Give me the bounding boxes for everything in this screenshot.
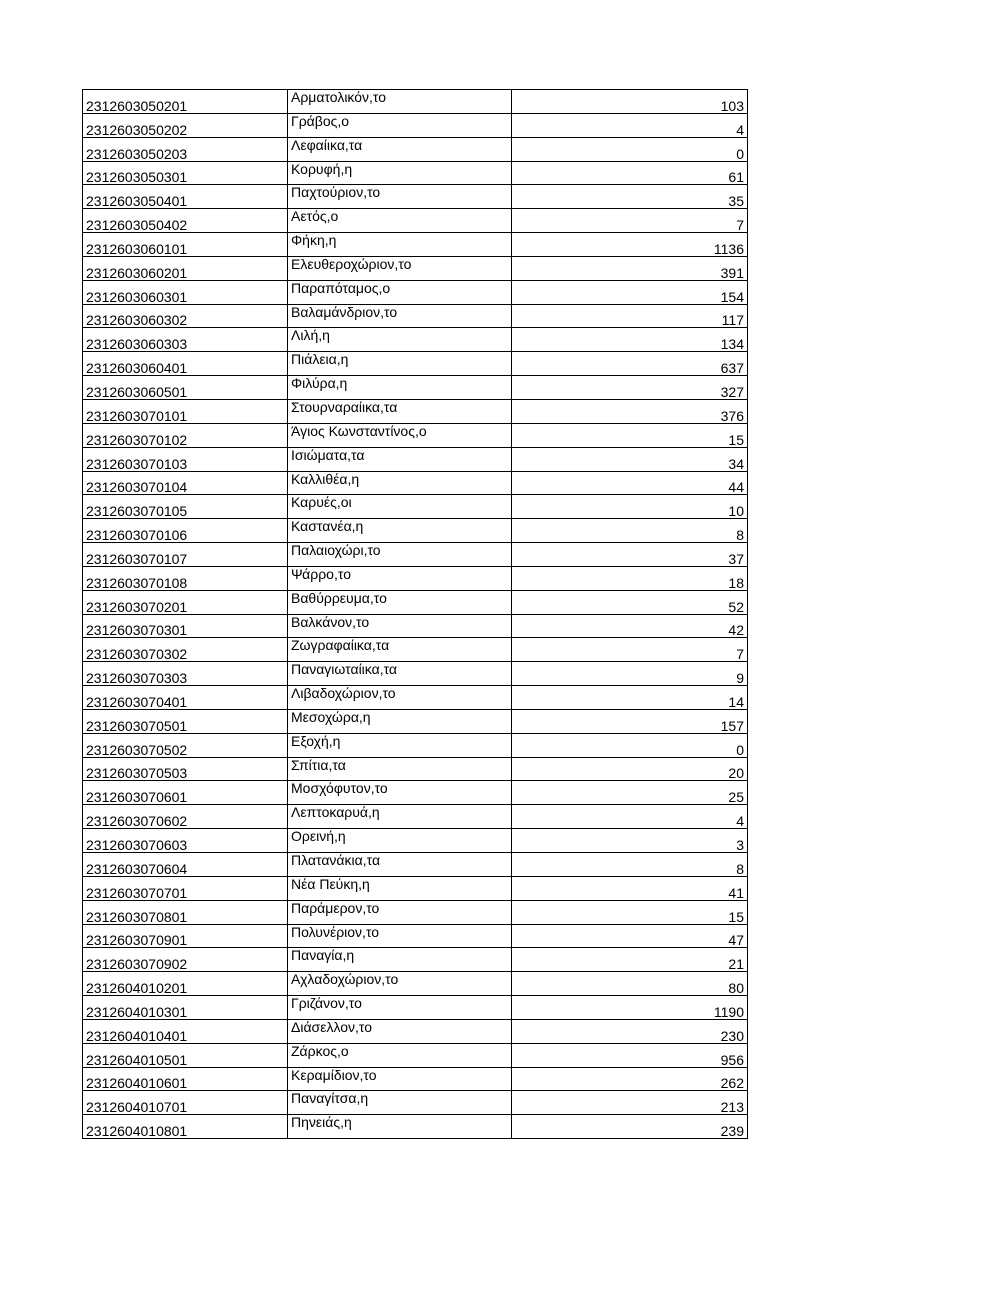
name-cell: Κορυφή,η: [288, 161, 512, 185]
table-row: [83, 1091, 748, 1115]
name-cell: Πολυνέριον,το: [288, 924, 512, 948]
name-cell: Ισιώματα,τα: [288, 447, 512, 471]
code-cell: 2312603070604: [83, 853, 288, 877]
name-cell: Ψάρρο,το: [288, 566, 512, 590]
code-cell: 2312603070601: [83, 781, 288, 805]
name-cell: Άγιος Κωνσταντίνος,ο: [288, 423, 512, 447]
name-cell: Παναγίτσα,η: [288, 1091, 512, 1115]
name-cell: Παναγία,η: [288, 948, 512, 972]
value-cell: 117: [512, 304, 748, 328]
code-cell: 2312603070106: [83, 519, 288, 543]
value-cell: 61: [512, 161, 748, 185]
name-cell: Αετός,ο: [288, 209, 512, 233]
code-cell: 2312603060201: [83, 256, 288, 280]
table-row: [83, 876, 748, 900]
code-cell: 2312603070303: [83, 662, 288, 686]
name-cell: Βαλκάνον,το: [288, 614, 512, 638]
value-cell: 8: [512, 853, 748, 877]
name-cell: Λιλή,η: [288, 328, 512, 352]
code-cell: 2312603070104: [83, 471, 288, 495]
name-cell: Πλατανάκια,τα: [288, 853, 512, 877]
name-cell: Ζωγραφαίικα,τα: [288, 638, 512, 662]
table-row: [83, 948, 748, 972]
value-cell: 134: [512, 328, 748, 352]
table-row: [83, 137, 748, 161]
table-row: [83, 614, 748, 638]
table-row: [83, 519, 748, 543]
name-cell: Καρυές,οι: [288, 495, 512, 519]
code-cell: 2312603050202: [83, 113, 288, 137]
name-cell: Διάσελλον,το: [288, 1019, 512, 1043]
value-cell: 262: [512, 1067, 748, 1091]
name-cell: Παναγιωταίικα,τα: [288, 662, 512, 686]
value-cell: 10: [512, 495, 748, 519]
value-cell: 44: [512, 471, 748, 495]
code-cell: 2312603070902: [83, 948, 288, 972]
code-cell: 2312603070108: [83, 566, 288, 590]
table-row: [83, 1043, 748, 1067]
name-cell: Στουρναραίικα,τα: [288, 399, 512, 423]
code-cell: 2312603070603: [83, 829, 288, 853]
table-row: [83, 709, 748, 733]
code-cell: 2312603060401: [83, 352, 288, 376]
code-cell: 2312603070401: [83, 686, 288, 710]
value-cell: 25: [512, 781, 748, 805]
value-cell: 14: [512, 686, 748, 710]
code-cell: 2312603070103: [83, 447, 288, 471]
table-row: [83, 304, 748, 328]
value-cell: 3: [512, 829, 748, 853]
table-row: [83, 113, 748, 137]
name-cell: Καστανέα,η: [288, 519, 512, 543]
value-cell: 34: [512, 447, 748, 471]
code-cell: 2312603050402: [83, 209, 288, 233]
value-cell: 637: [512, 352, 748, 376]
value-cell: 15: [512, 900, 748, 924]
code-cell: 2312603070503: [83, 757, 288, 781]
value-cell: 376: [512, 399, 748, 423]
code-cell: 2312603060303: [83, 328, 288, 352]
value-cell: 4: [512, 805, 748, 829]
value-cell: 37: [512, 543, 748, 567]
code-cell: 2312604010601: [83, 1067, 288, 1091]
table-row: [83, 495, 748, 519]
table-row: [83, 185, 748, 209]
name-cell: Γριζάνον,το: [288, 996, 512, 1020]
code-cell: 2312603050401: [83, 185, 288, 209]
name-cell: Σπίτια,τα: [288, 757, 512, 781]
table-row: [83, 781, 748, 805]
table-row: [83, 233, 748, 257]
value-cell: 7: [512, 209, 748, 233]
value-cell: 18: [512, 566, 748, 590]
table-row: [83, 209, 748, 233]
table-row: [83, 590, 748, 614]
value-cell: 35: [512, 185, 748, 209]
value-cell: 213: [512, 1091, 748, 1115]
code-cell: 2312603050201: [83, 90, 288, 114]
value-cell: 327: [512, 376, 748, 400]
code-cell: 2312603070901: [83, 924, 288, 948]
name-cell: Ελευθεροχώριον,το: [288, 256, 512, 280]
table-row: [83, 161, 748, 185]
name-cell: Παραπόταμος,ο: [288, 280, 512, 304]
name-cell: Πηνειάς,η: [288, 1115, 512, 1139]
name-cell: Ορεινή,η: [288, 829, 512, 853]
table-row: [83, 757, 748, 781]
name-cell: Βαθύρρευμα,το: [288, 590, 512, 614]
table-row: [83, 638, 748, 662]
value-cell: 230: [512, 1019, 748, 1043]
code-cell: 2312604010201: [83, 972, 288, 996]
table-body: [83, 90, 748, 1139]
code-cell: 2312604010801: [83, 1115, 288, 1139]
table-row: [83, 662, 748, 686]
table-row: [83, 996, 748, 1020]
name-cell: Αχλαδοχώριον,το: [288, 972, 512, 996]
table-row: [83, 1019, 748, 1043]
value-cell: 42: [512, 614, 748, 638]
code-cell: 2312603050203: [83, 137, 288, 161]
name-cell: Νέα Πεύκη,η: [288, 876, 512, 900]
table-row: [83, 352, 748, 376]
value-cell: 239: [512, 1115, 748, 1139]
code-cell: 2312603060501: [83, 376, 288, 400]
name-cell: Μοσχόφυτον,το: [288, 781, 512, 805]
code-cell: 2312603070302: [83, 638, 288, 662]
data-table: [82, 89, 748, 1139]
code-cell: 2312603070105: [83, 495, 288, 519]
name-cell: Παράμερον,το: [288, 900, 512, 924]
table-row: [83, 543, 748, 567]
table-row: [83, 471, 748, 495]
value-cell: 8: [512, 519, 748, 543]
name-cell: Παλαιοχώρι,το: [288, 543, 512, 567]
name-cell: Ζάρκος,ο: [288, 1043, 512, 1067]
value-cell: 103: [512, 90, 748, 114]
name-cell: Λεφαίικα,τα: [288, 137, 512, 161]
value-cell: 1190: [512, 996, 748, 1020]
code-cell: 2312603060301: [83, 280, 288, 304]
name-cell: Βαλαμάνδριον,το: [288, 304, 512, 328]
table-row: [83, 1067, 748, 1091]
code-cell: 2312603070301: [83, 614, 288, 638]
value-cell: 956: [512, 1043, 748, 1067]
code-cell: 2312604010301: [83, 996, 288, 1020]
table-row: [83, 328, 748, 352]
code-cell: 2312603070602: [83, 805, 288, 829]
value-cell: 9: [512, 662, 748, 686]
value-cell: 0: [512, 733, 748, 757]
table-row: [83, 1115, 748, 1139]
code-cell: 2312603070102: [83, 423, 288, 447]
code-cell: 2312604010401: [83, 1019, 288, 1043]
table-row: [83, 853, 748, 877]
code-cell: 2312603070501: [83, 709, 288, 733]
table-row: [83, 972, 748, 996]
code-cell: 2312603070101: [83, 399, 288, 423]
code-cell: 2312603050301: [83, 161, 288, 185]
value-cell: 47: [512, 924, 748, 948]
table-row: [83, 900, 748, 924]
value-cell: 154: [512, 280, 748, 304]
code-cell: 2312603070107: [83, 543, 288, 567]
name-cell: Φιλύρα,η: [288, 376, 512, 400]
code-cell: 2312604010701: [83, 1091, 288, 1115]
value-cell: 15: [512, 423, 748, 447]
value-cell: 7: [512, 638, 748, 662]
table-row: [83, 256, 748, 280]
code-cell: 2312604010501: [83, 1043, 288, 1067]
value-cell: 0: [512, 137, 748, 161]
table-row: [83, 805, 748, 829]
table-row: [83, 447, 748, 471]
name-cell: Γράβος,ο: [288, 113, 512, 137]
code-cell: 2312603070701: [83, 876, 288, 900]
code-cell: 2312603070502: [83, 733, 288, 757]
code-cell: 2312603070201: [83, 590, 288, 614]
table-row: [83, 90, 748, 114]
code-cell: 2312603060101: [83, 233, 288, 257]
name-cell: Καλλιθέα,η: [288, 471, 512, 495]
table-row: [83, 829, 748, 853]
table-row: [83, 733, 748, 757]
table-row: [83, 686, 748, 710]
value-cell: 41: [512, 876, 748, 900]
name-cell: Μεσοχώρα,η: [288, 709, 512, 733]
table-row: [83, 423, 748, 447]
name-cell: Εξοχή,η: [288, 733, 512, 757]
table-row: [83, 399, 748, 423]
name-cell: Πιάλεια,η: [288, 352, 512, 376]
name-cell: Παχτούριον,το: [288, 185, 512, 209]
table-row: [83, 566, 748, 590]
code-cell: 2312603060302: [83, 304, 288, 328]
value-cell: 52: [512, 590, 748, 614]
name-cell: Λεπτοκαρυά,η: [288, 805, 512, 829]
table-row: [83, 280, 748, 304]
name-cell: Κεραμίδιον,το: [288, 1067, 512, 1091]
name-cell: Φήκη,η: [288, 233, 512, 257]
name-cell: Λιβαδοχώριον,το: [288, 686, 512, 710]
name-cell: Αρματολικόν,το: [288, 90, 512, 114]
value-cell: 157: [512, 709, 748, 733]
code-cell: 2312603070801: [83, 900, 288, 924]
value-cell: 21: [512, 948, 748, 972]
value-cell: 20: [512, 757, 748, 781]
value-cell: 1136: [512, 233, 748, 257]
value-cell: 391: [512, 256, 748, 280]
table-row: [83, 924, 748, 948]
value-cell: 80: [512, 972, 748, 996]
table-row: [83, 376, 748, 400]
value-cell: 4: [512, 113, 748, 137]
